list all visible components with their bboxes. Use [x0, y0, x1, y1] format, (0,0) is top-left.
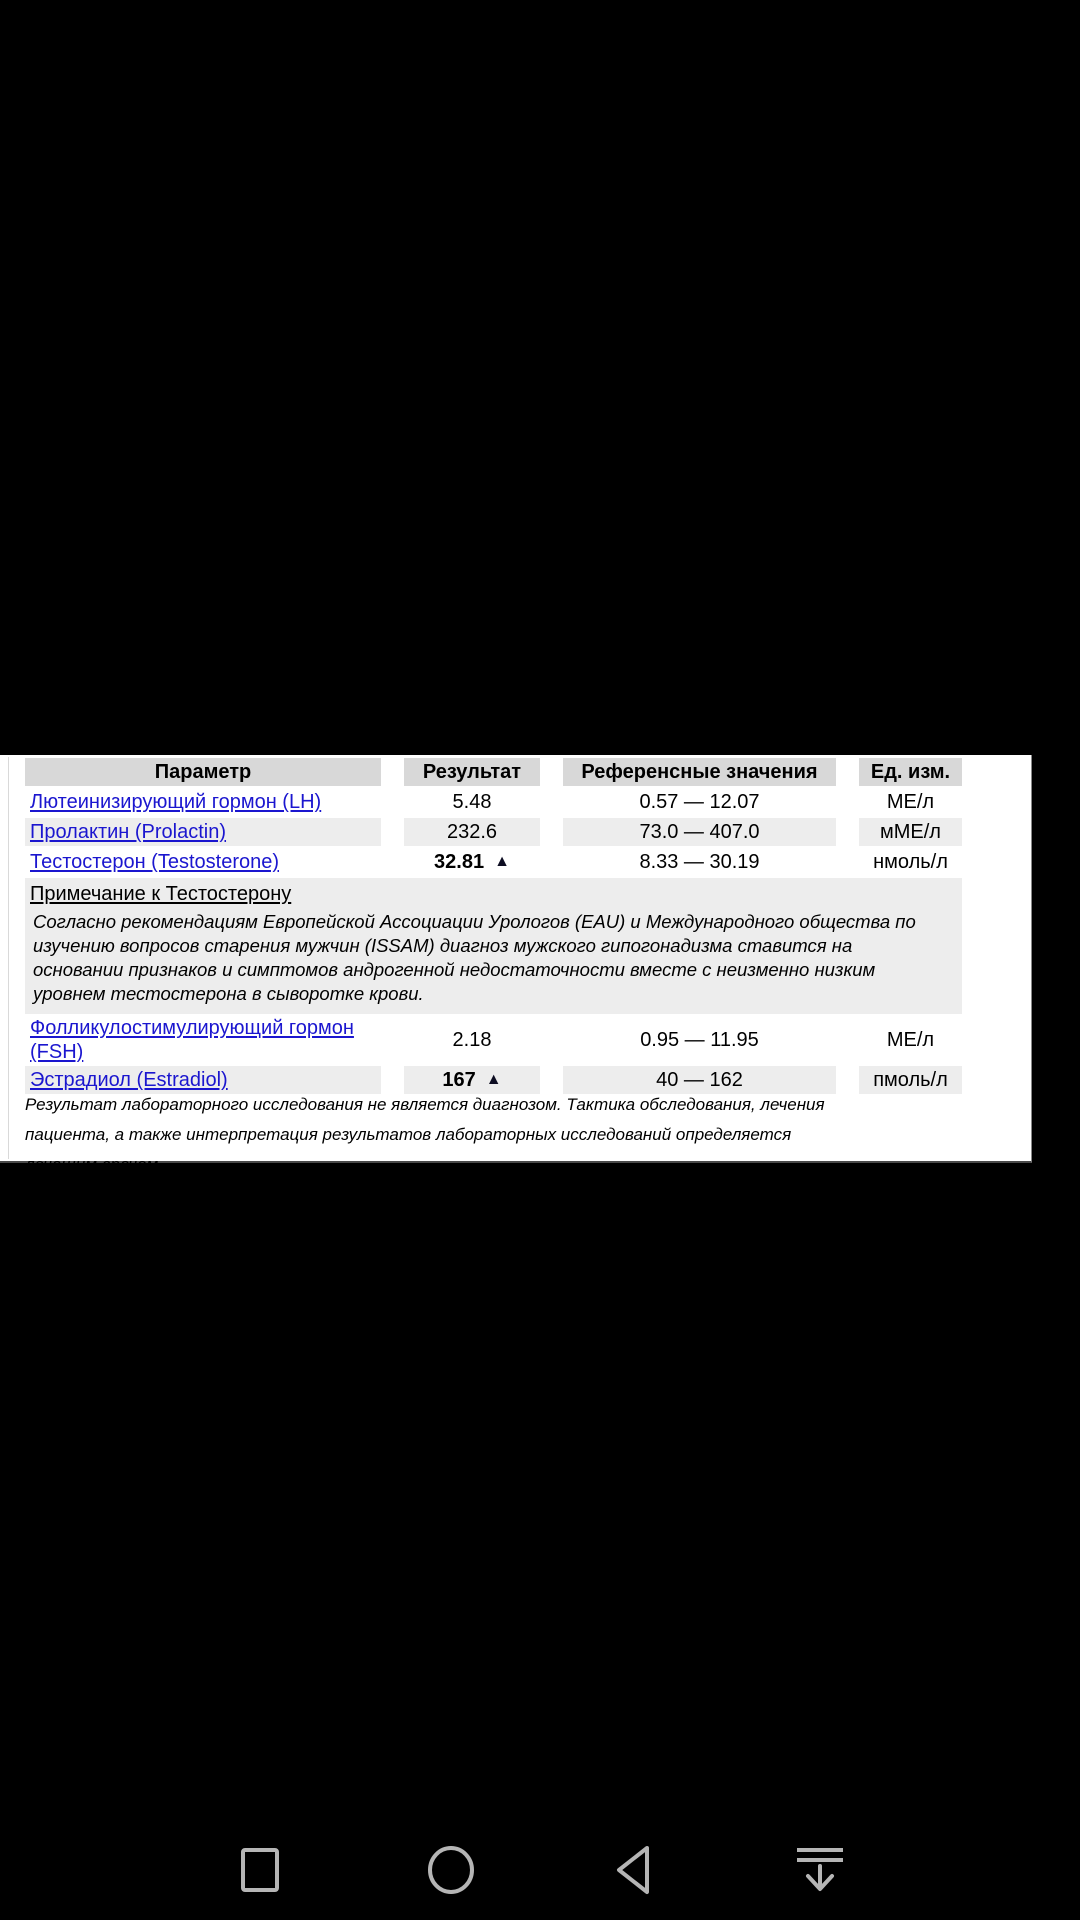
note-row: [25, 878, 962, 1014]
high-flag-icon: ▲: [494, 853, 510, 870]
android-navbar: [0, 1822, 1080, 1918]
param-link[interactable]: Лютеинизирующий гормон (LH): [30, 791, 322, 813]
param-link[interactable]: Фолликулостимулирующий гормон (FSH): [30, 1017, 354, 1063]
hide-navbar-icon: [794, 1844, 846, 1896]
result-value: 167: [442, 1069, 476, 1091]
result-value: 5.48: [452, 791, 492, 813]
reference-range-cell: 8.33 — 30.19: [639, 851, 760, 873]
disclaimer-text: Результат лабораторного исследования не является диагнозом. Тактика обследования, лечения пациента, а также интерпретация результатов лабораторных исследований определяется лечащим врачом.: [25, 1095, 825, 1174]
result-value: 32.81: [434, 851, 485, 873]
unit-cell: МЕ/л: [886, 791, 935, 813]
lab-report-page: [0, 755, 1032, 1174]
param-cell: [25, 1016, 381, 1064]
column-header-0: Параметр: [25, 758, 381, 786]
param-link[interactable]: Пролактин (Prolactin): [30, 821, 227, 843]
unit-cell: нмоль/л: [873, 851, 948, 873]
param-cell: [25, 788, 381, 816]
reference-range-cell: 0.57 — 12.07: [639, 791, 760, 813]
recents-button[interactable]: [234, 1844, 286, 1896]
result-cell: [404, 1016, 540, 1064]
column-header-3: Ед. изм.: [859, 758, 962, 786]
results-table: [25, 758, 962, 1094]
unit-cell: мМЕ/л: [859, 818, 962, 846]
hide-navbar-button[interactable]: [794, 1844, 846, 1896]
result-value: 232.6: [446, 821, 498, 843]
home-icon: [425, 1844, 477, 1896]
result-cell: [404, 788, 540, 816]
home-button[interactable]: [425, 1844, 477, 1896]
result-cell: [404, 848, 540, 876]
param-cell: [25, 818, 381, 846]
high-flag-icon: ▲: [485, 1071, 502, 1088]
back-button[interactable]: [608, 1844, 660, 1896]
param-cell: [25, 848, 381, 876]
note-title: Примечание к Тестостерону: [30, 883, 292, 905]
param-link[interactable]: Тестостерон (Testosterone): [30, 851, 280, 873]
column-header-2: Референсные значения: [563, 758, 836, 786]
reference-range-cell: 73.0 — 407.0: [563, 818, 836, 846]
reference-range-cell: 0.95 — 11.95: [640, 1029, 759, 1051]
reference-range-cell: 40 — 162: [563, 1066, 836, 1094]
recents-icon: [234, 1844, 286, 1896]
unit-cell: пмоль/л: [859, 1066, 962, 1094]
column-header-1: Результат: [404, 758, 540, 786]
result-cell: [404, 818, 540, 846]
unit-cell: МЕ/л: [886, 1029, 935, 1051]
note-body: Согласно рекомендациям Европейской Ассоциации Урологов (EAU) и Международного общества по изучению вопросов старения мужчин (ISSAM) диагноз мужского гипогонадизма ставится на основании признаков и симптомов андрогенной недостаточности вместе с неизменно низким уровнем тестостерона в сыворотке крови.: [33, 911, 916, 1004]
param-link[interactable]: Эстрадиол (Estradiol): [30, 1069, 228, 1091]
result-value: 2.18: [452, 1029, 492, 1051]
back-icon: [608, 1844, 660, 1896]
